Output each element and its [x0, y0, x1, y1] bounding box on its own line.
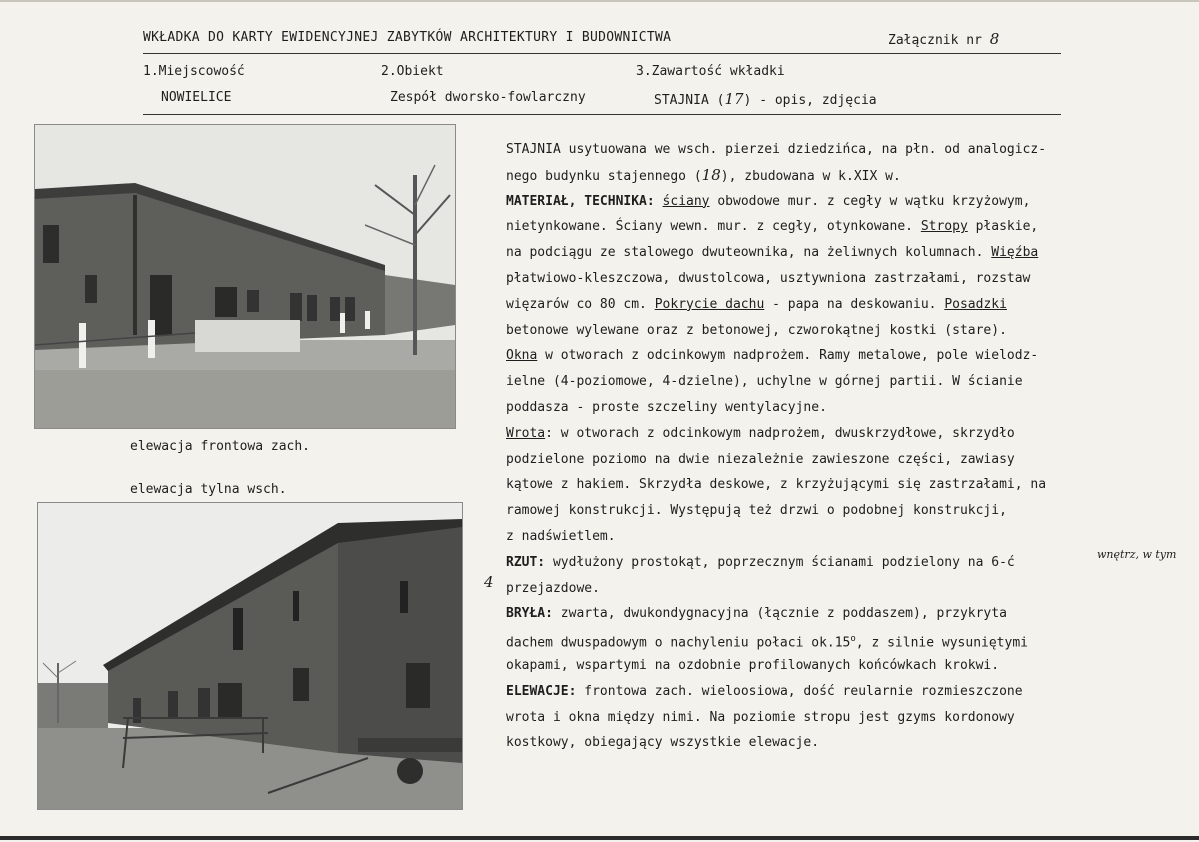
- text-line: przejazdowe.: [506, 580, 600, 596]
- photo-rear-elevation-image: [38, 503, 462, 809]
- text-span: frontowa zach. wieloosiowa, dość reularnie rozmieszczone: [584, 683, 1023, 699]
- stable-reference-number: 18: [701, 165, 721, 184]
- term-floors: Posadzki: [944, 296, 1007, 312]
- contents-value-number: 17: [724, 90, 744, 108]
- text-span: zwarta, dwukondygnacyjna (łącznie z poddaszem), przykryta: [560, 606, 1007, 622]
- text-line: ramowej konstrukcji. Występują też drzwi o podobnej konstrukcji,: [506, 503, 1007, 519]
- text-line: STAJNIA usytuowana we wsch. pierzei dziedzińca, na płn. od analogicz-: [506, 142, 1047, 157]
- contents-label: 3.Zawartość wkładki: [636, 64, 785, 79]
- text-span: obwodowe mur. z cegły w wątku krzyżowym,: [717, 193, 1031, 209]
- header-rule: [143, 53, 1061, 54]
- contents-value-pre: STAJNIA (: [654, 93, 725, 108]
- fields-rule: [143, 114, 1061, 115]
- text-line: płatwiowo-kleszczowa, dwustolcowa, usztywniona zastrzałami, rozstaw: [506, 270, 1031, 286]
- annex-label-text: Załącznik nr: [888, 33, 982, 48]
- contents-value: [654, 90, 877, 108]
- term-walls: ściany: [662, 193, 710, 209]
- term-truss: Więźba: [991, 245, 1039, 261]
- description-text: [506, 137, 1096, 756]
- text-span: na podciągu ze stalowego dwuteownika, na żeliwnych kolumnach.: [506, 245, 984, 261]
- text-line: kostkowy, obiegający wszystkie elewacje.: [506, 735, 820, 751]
- text-span: ), zbudowana w k.XIX w.: [720, 168, 901, 184]
- term-windows: Okna: [506, 348, 538, 364]
- section-label-elevations: ELEWACJE:: [506, 683, 577, 699]
- object-value: Zespół dworsko-fowlarczny: [390, 90, 586, 105]
- text-line: poddasza - proste szczeliny wentylacyjne.: [506, 399, 827, 415]
- contents-value-post: ) - opis, zdjęcia: [743, 93, 877, 108]
- text-line: [506, 240, 1096, 266]
- section-label-material: MATERIAŁ, TECHNIKA:: [506, 193, 655, 209]
- object-label: 2.Obiekt: [381, 64, 444, 79]
- scan-bottom-edge: [0, 836, 1199, 840]
- text-line: [506, 627, 1096, 653]
- section-label-massing: BRYŁA:: [506, 606, 553, 622]
- photo-front-elevation: [34, 124, 456, 429]
- text-line: [506, 550, 1096, 576]
- photo-front-caption: elewacja frontowa zach.: [130, 439, 311, 454]
- text-span: wydłużony prostokąt, poprzecznym ścianami podzielony na 6-ć: [552, 554, 1015, 570]
- text-span: : w otworach z odcinkowym nadprożem, dwuskrzydłowe, skrzydło: [545, 425, 1015, 441]
- text-span: , z silnie wysuniętymi: [855, 635, 1028, 651]
- text-line: kątowe z hakiem. Skrzydła deskowe, z krzyżującymi się zastrzałami, na: [506, 477, 1047, 493]
- text-line: [506, 421, 1096, 447]
- photo-rear-elevation: [37, 502, 463, 810]
- handwritten-margin-note: wnętrz, w tym: [1097, 548, 1177, 561]
- text-line: [506, 679, 1096, 705]
- text-line: z nadświetlem.: [506, 528, 616, 544]
- place-value: NOWIELICE: [161, 90, 232, 105]
- annex-number: 8: [989, 30, 1000, 48]
- scan-top-edge: [0, 0, 1199, 2]
- text-line: [506, 343, 1096, 369]
- term-ceilings: Stropy: [920, 219, 968, 235]
- text-span: - papa na deskowaniu.: [772, 296, 937, 312]
- text-line: [506, 189, 1096, 215]
- text-span: nego budynku stajennego (: [506, 168, 702, 184]
- degree-symbol: o: [850, 634, 856, 645]
- text-line: betonowe wylewane oraz z betonowej, czworokątnej kostki (stare).: [506, 322, 1007, 338]
- text-line: okapami, wspartymi na ozdobnie profilowanych końcówkach krokwi.: [506, 657, 1000, 673]
- text-line: podzielone poziomo na dwie niezależnie zawieszone części, zawiasy: [506, 451, 1015, 467]
- photo-rear-caption: elewacja tylna wsch.: [130, 482, 287, 497]
- text-line: [506, 214, 1096, 240]
- annex-label: [888, 30, 999, 48]
- place-label: 1.Miejscowość: [143, 64, 245, 79]
- text-span: nietynkowane. Ściany wewn. mur. z cegły, otynkowane.: [506, 219, 913, 235]
- document-title: WKŁADKA DO KARTY EWIDENCYJNEJ ZABYTKÓW ARCHITEKTURY I BUDOWNICTWA: [143, 30, 672, 45]
- text-line: [506, 163, 1096, 189]
- photo-front-elevation-image: [35, 125, 455, 428]
- text-span: płaskie,: [975, 219, 1039, 235]
- term-roofing: Pokrycie dachu: [654, 296, 765, 312]
- text-span: więzarów co 80 cm.: [506, 296, 647, 312]
- term-gates: Wrota: [506, 425, 546, 441]
- text-line: [506, 601, 1096, 627]
- handwritten-margin-number: 4: [484, 573, 494, 591]
- text-line: wrota i okna między nimi. Na poziomie stropu jest gzyms kordonowy: [506, 709, 1015, 725]
- text-span: w otworach z odcinkowym nadprożem. Ramy metalowe, pole wielodz-: [545, 348, 1039, 364]
- text-line: ielne (4-poziomowe, 4-dzielne), uchylne w górnej partii. W ścianie: [506, 374, 1023, 390]
- text-span: dachem dwuspadowym o nachyleniu połaci ok.15: [506, 635, 851, 651]
- section-label-plan: RZUT:: [506, 554, 546, 570]
- text-line: [506, 292, 1096, 318]
